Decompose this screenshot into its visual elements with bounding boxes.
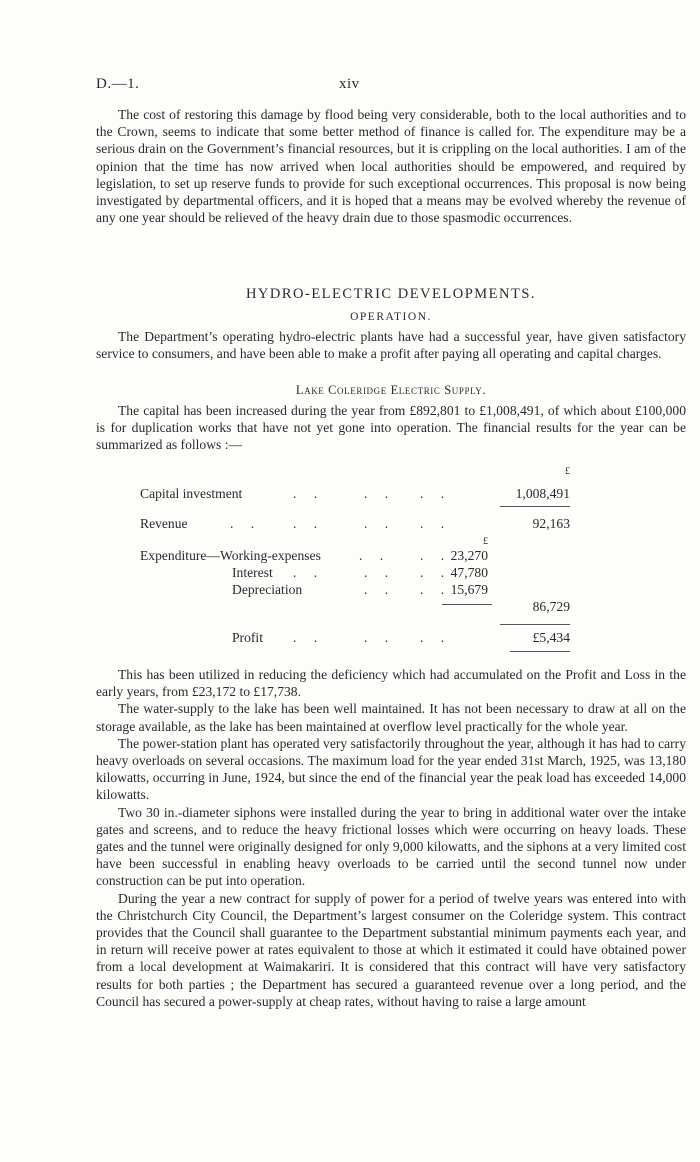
leader-dots: . . [364, 582, 396, 597]
paragraph-siphons: Two 30 in.-diameter siphons were installed during the year to bring in additional water over the intake gates and screens, and to reduce the heavy frictional losses which were occurring on heavy loads. These gates and the tunnel were originally designed for only 9,000 kilowatts, and the siphons at a very limited cost have been successful in enabling heavy overloads to be carried until the second tunnel now under construction can be put into operation. [96, 804, 686, 889]
leader-dots: . . [359, 548, 391, 563]
currency-symbol-header: £ [565, 466, 570, 477]
paragraph-water-supply: The water-supply to the lake has been well maintained. It has not been necessary to draw at all on the storage available, as the lake has been maintained at overflow level practically for the whole year. [96, 701, 686, 734]
capital-block [96, 402, 686, 454]
capital-label: Capital investment [140, 486, 243, 501]
section-title: HYDRO-ELECTRIC DEVELOPMENTS. [245, 286, 537, 302]
leader-dots: . . [364, 516, 396, 531]
leader-dots: . . [364, 486, 396, 501]
paragraph-contract: During the year a new contract for supply of power for a period of twelve years was entered into with the Christchurch City Council, the Department’s largest consumer on the Coleridge system. This contract provides that the Council shall guarantee to the Department substantial minimum payments each year, and in return will receive power at rates equivalent to those at which it estimated it could have obtained power from a local development at Waimakariri. It is considered that this contract will have very satisfactory results for both parties ; the Department has secured a guaranteed revenue over a long period, and the Council has secured a power-supply at cheap rates, without having to raise a large amount [96, 890, 686, 1009]
table-rule [500, 506, 570, 507]
leader-dots: . . [293, 486, 325, 501]
leader-dots: . . [420, 630, 452, 645]
leader-dots: . . [293, 516, 325, 531]
interest-value: 47,780 [450, 565, 488, 580]
capital-paragraph: The capital has been increased during the year from £892,801 to £1,008,491, of which about £100,000 is for duplication works that have not yet gone into operation. The financial results for the year can be summarized as follows :— [96, 403, 686, 453]
interest-label: Interest [232, 565, 273, 580]
leader-dots: . . [364, 630, 396, 645]
profit-label: Profit [232, 630, 263, 645]
currency-symbol-subcolumn: £ [483, 536, 488, 547]
table-rule [500, 624, 570, 625]
leader-dots: . . [364, 565, 396, 580]
capital-value: 1,008,491 [515, 486, 570, 501]
working-expenses-value: 23,270 [450, 548, 488, 563]
intro-paragraph: The cost of restoring this damage by flood being very considerable, both to the local authorities and to the Crown, seems to indicate that some better method of finance is called for. The expenditure may be a serious drain on the Government’s financial resources, but it is crippling on the local authorities. I am of the opinion that the time has now arrived when local authorities should be empowered, and required by legislation, to set up reserve funds to provide for such exceptional occurrences. This proposal is now being investigated by departmental officers, and it is hoped that a means may be evolved whereby the revenue of any one year should be relieved of the heavy drain due to those spasmodic occurrences. [96, 107, 686, 226]
leader-dots: . . [420, 582, 452, 597]
paragraph-power-station: The power-station plant has operated very satisfactorily throughout the year, although it has had to carry heavy overloads on several occasions. The maximum load for the year ended 31st March, 1925, was 13,180 kilowatts, occurring in June, 1924, but since the end of the financial year the peak load has exceeded 14,000 kilowatts. [96, 735, 686, 803]
revenue-value: 92,163 [532, 516, 570, 531]
leader-dots: . . [420, 516, 452, 531]
body-text [96, 666, 686, 1010]
revenue-label: Revenue [140, 516, 188, 531]
leader-dots: . . [293, 565, 325, 580]
operation-block [96, 328, 686, 362]
operation-paragraph: The Department’s operating hydro-electric plants have had a successful year, have given satisfactory service to consumers, and have been able to make a profit after paying all operating and capital charges. [96, 329, 686, 362]
expenditure-working-label: Expenditure—Working-expenses [140, 548, 321, 563]
table-rule [510, 651, 570, 652]
leader-dots: . . [293, 630, 325, 645]
leader-dots: . . [230, 516, 262, 531]
page-number: xiv [339, 76, 360, 92]
supply-heading: Lake Coleridge Electric Supply. [295, 383, 487, 397]
page-header-code: D.—1. [96, 76, 140, 92]
intro-block [96, 106, 686, 226]
profit-value: £5,434 [532, 630, 570, 645]
leader-dots: . . [420, 565, 452, 580]
leader-dots: . . [420, 486, 452, 501]
leader-dots: . . [420, 548, 452, 563]
paragraph-deficiency: This has been utilized in reducing the deficiency which had accumulated on the Profit and Loss in the early years, from £23,172 to £17,738. [96, 667, 686, 700]
depreciation-value: 15,679 [450, 582, 488, 597]
operation-heading: OPERATION. [350, 311, 432, 323]
expenditure-total: 86,729 [532, 599, 570, 614]
depreciation-label: Depreciation [232, 582, 303, 597]
